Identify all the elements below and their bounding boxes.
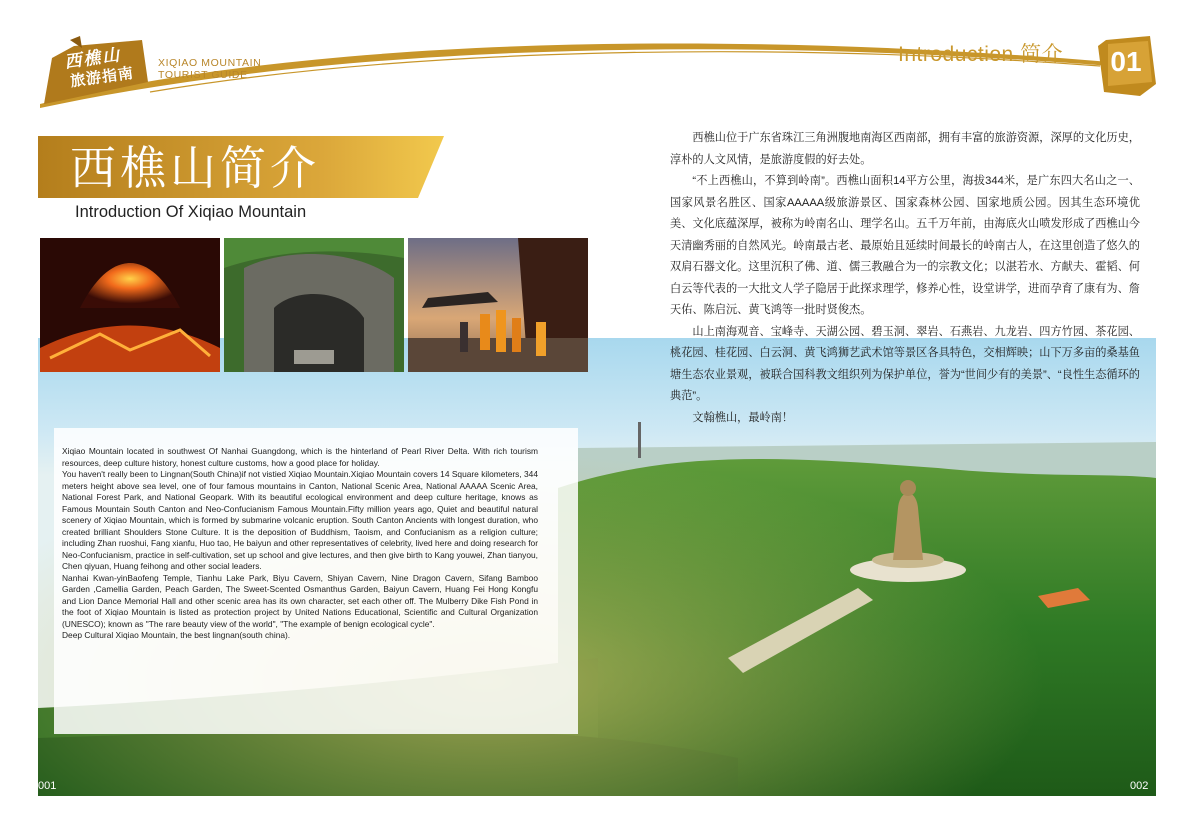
logo-english-line1: XIQIAO MOUNTAIN (158, 57, 262, 69)
logo-calligraphy: 西樵山 (63, 45, 123, 73)
temple-monks-photo (408, 238, 588, 372)
en-paragraph: Nanhai Kwan-yinBaofeng Temple, Tianhu Lake Park, Biyu Cavern, Shiyan Cavern, Nine Dragon Cavern, Sifang Bamboo Garden ,Camellia Garden, Peach Garden, The Sweet-Scented Osmanthus Garden, Baiyun Cavern, Huang Fei Hong Kongfu and Lion Dance Memorial Hall and other scenic area has its own character, set each other off. The Mulberry Dike Fish Pond in the foot of Xiqiao Mountain is listed as protection project by United Nations Educational, Scientific and Cultural Organization (UNESCO); known as "The rare beauty view of the world", "The example of benign ecological cycle". (62, 572, 538, 629)
chinese-introduction (670, 128, 1140, 429)
cn-paragraph: “不上西樵山，不算到岭南”。西樵山面积14平方公里，海拔344米，是广东四大名山之一、国家风景名胜区、国家AAAAA级旅游景区、国家森林公园、国家地质公园。因其生态环境优美、文化底蕴深厚，被称为岭南名山、理学名山。五千万年前，由海底火山喷发形成了西樵山今天清幽秀丽的自然风光。岭南最古老、最原始且延续时间最长的岭南古人，在这里创造了悠久的双肩石器文化。这里沉积了佛、道、儒三教融合为一的宗教文化；以湛若水、方献夫、霍韬、何白云等代表的一大批文人学子隐居于此探求理学，修养心性，设堂讲学，进而孕育了康有为、詹天佑、陈启沅、黄飞鸿等一批时贤俊杰。 (670, 175, 1140, 316)
logo-english-line2: TOURIST GUIDE (158, 69, 248, 81)
rock-cliff-cave-photo (224, 238, 404, 372)
page-subtitle: Introduction Of Xiqiao Mountain (75, 203, 307, 221)
page-number-right: 002 (1130, 780, 1149, 792)
en-paragraph: Deep Cultural Xiqiao Mountain, the best lingnan(south china). (62, 630, 291, 640)
en-paragraph: You haven't really been to Lingnan(South China)if not vistied Xiqiao Mountain.Xiqiao Mountain covers 14 Square kilometers, 344 meters height above sea level, one of four famous mountains in Canton, National Scenic Area, National AAAAA Scenic Area, National Forest Park, and National Geopark. With its beautiful ecological environment and deep culture heritage, knows as Famous Mountain South Canton and Neo-Confucianism Famous Mountain.Fifty million years ago, Quiet and beautiful natural scenery of Xiqiao Mountain, which is formed by submarine volcanic eruption. South Canton Ancients with longest duration, who created brilliant Shoulders Stone Culture. It is the deposition of Buddhism, Taoism, and Confucianism as a religion culture; including Zhan ruoshui, Fang xianfu, Huo tao, He baiyun and other representatives of celebrity, lived here and doing research for Neo-Confucianism, practice in self-cultivation, set up school and give lectures, and then give birth to Kang youwei, Zhan tianyou, Chen qiyuan, Huang feihong and other social leaders. (62, 469, 538, 571)
logo-chinese-title: 旅游指南 (69, 64, 136, 91)
cn-paragraph: 山上南海观音、宝峰寺、天湖公园、碧玉洞、翠岩、石燕岩、九龙岩、四方竹园、茶花园、桃花园、桂花园、白云洞、黄飞鸿狮艺武术馆等景区各具特色，交相辉映；山下万多亩的桑基鱼塘生态农业景观，被联合国科教文组织列为保护单位，誉为“世间少有的美景”、“良性生态循环的典范”。 (670, 325, 1140, 402)
cn-paragraph: 西樵山位于广东省珠江三角洲腹地南海区西南部，拥有丰富的旅游资源，深厚的文化历史，淳朴的人文风情，是旅游度假的好去处。 (670, 132, 1140, 166)
page-title: 西樵山简介 (70, 141, 320, 195)
english-introduction (62, 446, 538, 642)
page-number-left: 001 (38, 780, 57, 792)
page-badge-number: 01 (1110, 46, 1142, 77)
cn-paragraph: 文翰樵山，最岭南！ (692, 411, 794, 424)
en-paragraph: Xiqiao Mountain located in southwest Of Nanhai Guangdong, which is the hinterland of Pearl River Delta. With rich tourism resources, deep culture history, honest culture customs, how a good place for holiday. (62, 446, 538, 468)
volcano-lava-photo (40, 238, 220, 372)
section-title: Introduction 简介 (898, 43, 1064, 66)
